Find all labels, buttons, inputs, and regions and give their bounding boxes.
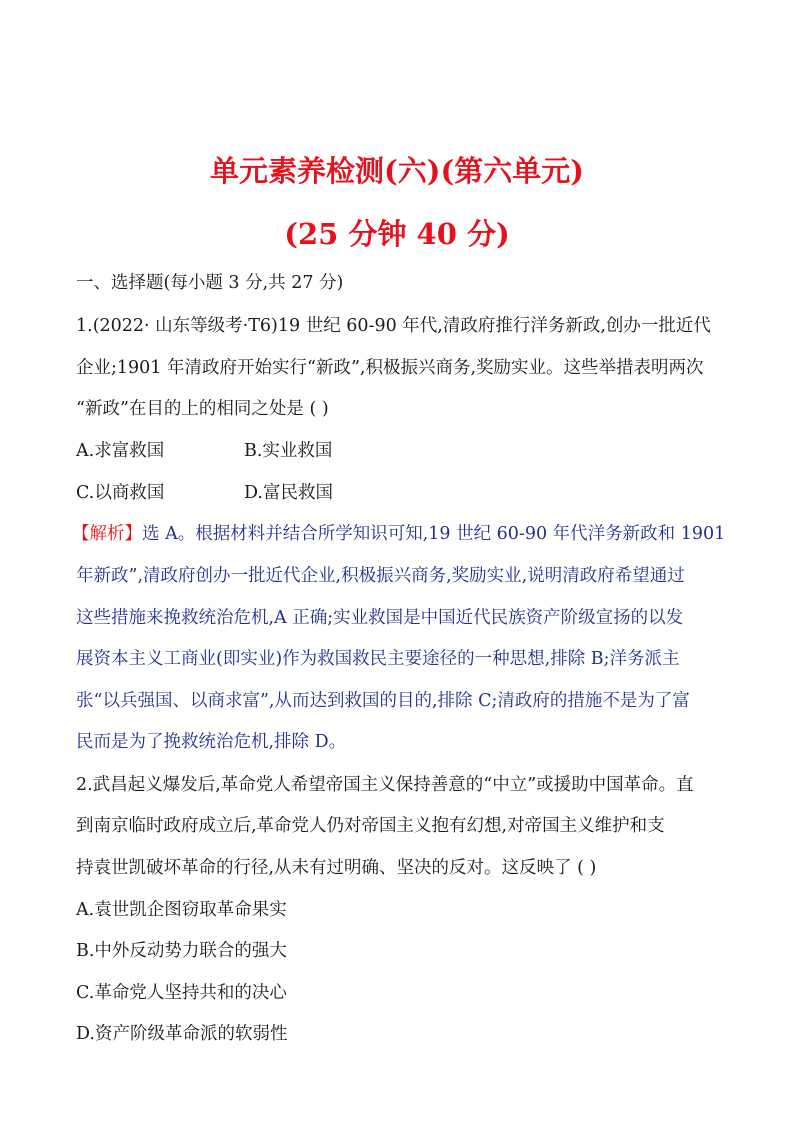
page-title: 单元素养检测(六)(第六单元): [210, 154, 584, 188]
analysis-text-1: 选 A。根据材料并结合所学知识可知,19 世纪 60-90 年代洋务新政和 1901: [142, 524, 726, 544]
q2-option-d: D.资产阶级革命派的软弱性: [76, 1024, 288, 1044]
q2-stem-line-1: 2.武昌起义爆发后,革命党人希望帝国主义保持善意的“中立”或援助中国革命。直: [76, 775, 694, 795]
q1-analysis-line-1: [72, 522, 726, 546]
q1-analysis-line-3: 这些措施来挽救统治危机,A 正确;实业救国是中国近代民族资产阶级宣扬的以发: [76, 608, 684, 628]
page-subtitle: (25 分钟 40 分): [284, 217, 510, 251]
q2-option-c: C.革命党人坚持共和的决心: [76, 983, 287, 1003]
q1-option-b: B.实业救国: [244, 441, 333, 461]
q1-analysis-line-5: 张“以兵强国、以商求富”,从而达到救国的目的,排除 C;清政府的措施不是为了富: [76, 691, 690, 711]
q1-stem-line-2: 企业;1901 年清政府开始实行“新政”,积极振兴商务,奖励实业。这些举措表明两次: [76, 358, 704, 378]
q1-option-d: D.富民救国: [244, 483, 333, 503]
q2-stem-line-3: 持袁世凯破坏革命的行径,从未有过明确、坚决的反对。这反映了 ( ): [76, 858, 597, 878]
q1-analysis-line-6: 民而是为了挽救统治危机,排除 D。: [76, 732, 347, 752]
q2-option-b: B.中外反动势力联合的强大: [76, 941, 287, 961]
q1-option-c: C.以商救国: [76, 483, 165, 503]
q2-option-a: A.袁世凯企图窃取革命果实: [76, 900, 287, 920]
q1-analysis-line-2: 年新政”,清政府创办一批近代企业,积极振兴商务,奖励实业,说明清政府希望通过: [76, 566, 685, 586]
analysis-tag: 【解析】: [72, 524, 142, 544]
q2-stem-line-2: 到南京临时政府成立后,革命党人仍对帝国主义抱有幻想,对帝国主义维护和支: [76, 816, 665, 836]
q1-stem-line-1: 1.(2022· 山东等级考·T6)19 世纪 60-90 年代,清政府推行洋务新政,创办一批近代: [76, 316, 711, 336]
q1-option-a: A.求富救国: [76, 441, 165, 461]
section-heading: 一、选择题(每小题 3 分,共 27 分): [76, 273, 344, 293]
q1-analysis-line-4: 展资本主义工商业(即实业)作为救国救民主要途径的一种思想,排除 B;洋务派主: [76, 649, 680, 669]
q1-stem-line-3: “新政”在目的上的相同之处是 ( ): [76, 399, 329, 419]
